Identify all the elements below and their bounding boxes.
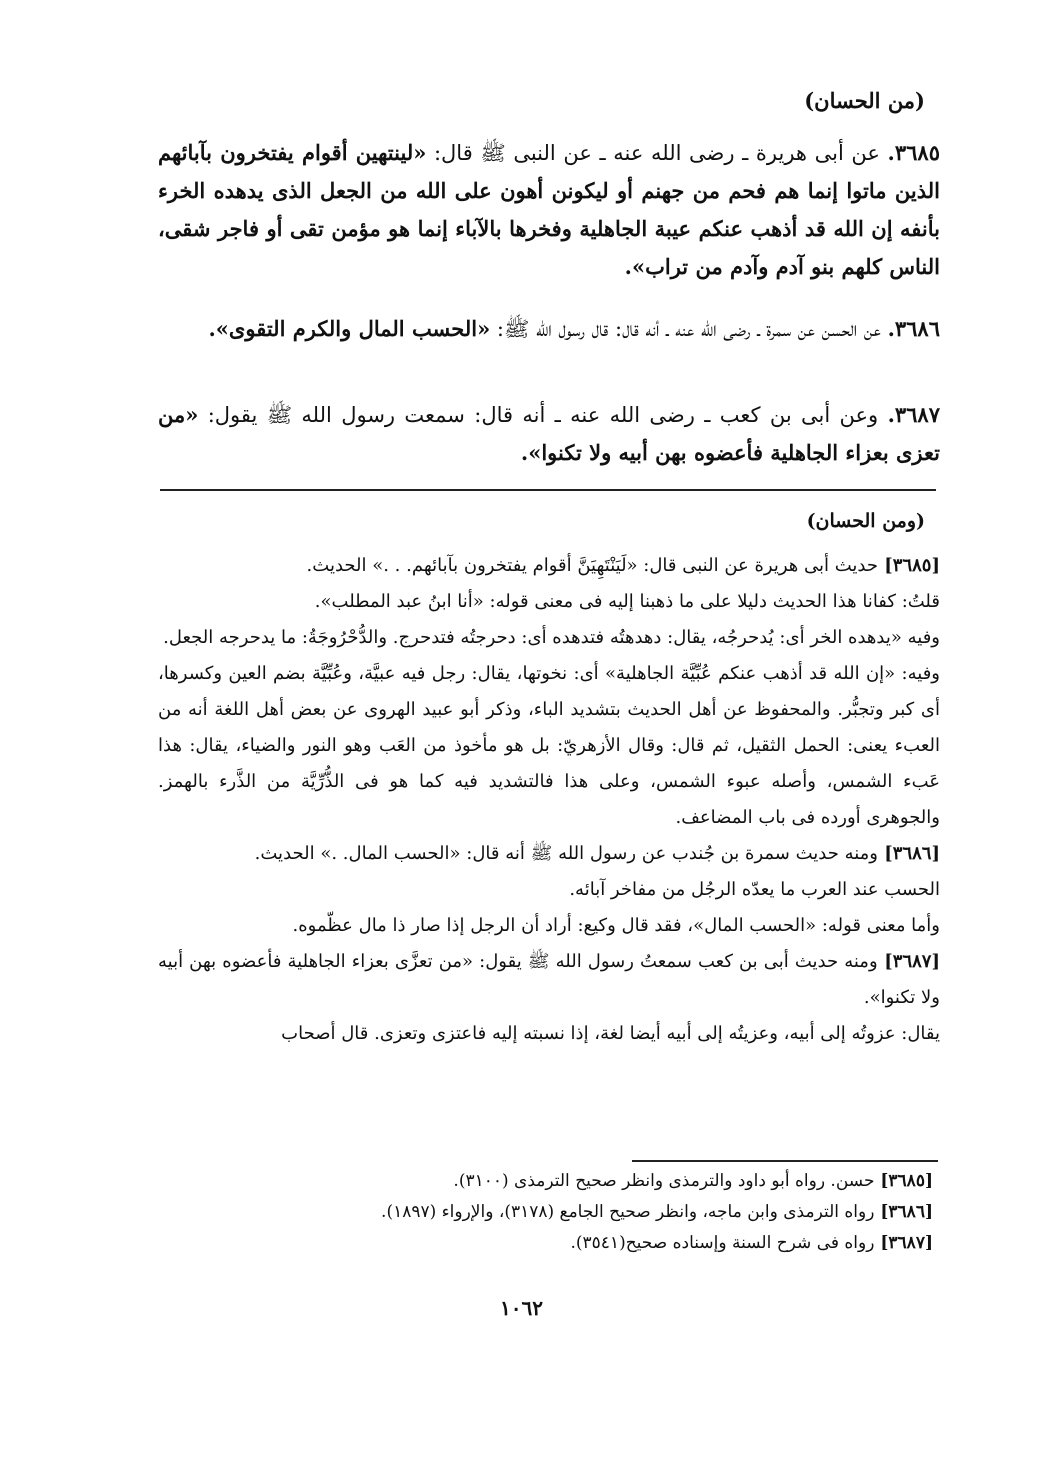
hadith-3687	[158, 396, 940, 472]
commentary	[158, 548, 940, 1052]
hadith-matn: «الحسب المال والكرم التقوى».	[208, 316, 491, 341]
footnote: [٣٦٨٥] حسن. رواه أبو داود والترمذى وانظر صحيح الترمذى (٣١٠٠).	[453, 1171, 933, 1191]
hadith-number: ٣٦٨٦.	[887, 316, 940, 341]
section-heading: (من الحسان)	[804, 88, 925, 113]
hadith-number: ٣٦٨٧.	[887, 402, 940, 427]
footnote-divider	[632, 1160, 938, 1162]
footnote: [٣٦٨٦] رواه الترمذى وابن ماجه، وانظر صحيح الجامع (٣١٧٨)، والإرواء (١٨٩٧).	[381, 1202, 933, 1222]
commentary-heading: (ومن الحسان)	[806, 510, 925, 532]
hadith-number: ٣٦٨٥.	[887, 140, 940, 165]
hadith-isnad: وعن أبى بن كعب ـ رضى الله عنه ـ أنه قال: سمعت رسول الله ﷺ يقول:	[198, 403, 888, 427]
page-number: ١٠٦٢	[500, 1296, 543, 1320]
commentary-paragraph: [٣٦٨٦] ومنه حديث سمرة بن جُندب عن رسول الله ﷺ أنه قال: «الحسب المال. .» الحديث.	[254, 843, 940, 864]
commentary-paragraph: وفيه: «إن الله قد أذهب عنكم عُبِّيَّة الجاهلية» أى: نخوتها، يقال: رجل فيه عبيَّة، وعُبِّيَّة بضم العين وكسرها، أى كبر وتجبُّر. والمحفوظ عن أهل الحديث بتشديد الباء، وذكر أبو عبيد الهروى عن بعض أهل اللغة أنه من العبء يعنى: الحمل الثقيل، ثم قال: وقال الأزهريّ: بل هو مأخوذ من العَب وهو النور والضياء، يقال: هذا عَبء الشمس، وأصله عبوء الشمس، وعلى هذا فالتشديد فيه كما هو فى الذُّرِّيَّة من الذَّرء بالهمز. والجوهرى أورده فى باب المضاعف.	[158, 663, 941, 828]
hadith-matn: «لينتهين أقوام يفتخرون بآبائهم الذين ماتوا إنما هم فحم من جهنم أو ليكونن أهون على الله من الجعل الذى يدهده الخرء بأنفه إن الله قد أذهب عنكم عيبة الجاهلية وفخرها بالآباء إنما هو مؤمن تقى أو فاجر شقى، الناس كلهم بنو آدم وآدم من تراب».	[158, 140, 940, 279]
hadith-isnad: عن الحسن عن سمرة ـ رضى الله عنه ـ أنه قال: قال رسول الله ﷺ:	[490, 317, 888, 341]
commentary-paragraph: قلتُ: كفانا هذا الحديث دليلا على ما ذهبنا إليه فى معنى قوله: «أنا ابنُ عبد المطلب».	[314, 591, 940, 612]
footnote: [٣٦٨٧] رواه فى شرح السنة وإسناده صحيح(٣٥٤١).	[570, 1233, 933, 1253]
hadith-matn: «من تعزى بعزاء الجاهلية فأعضوه بهن أبيه ولا تكنوا».	[158, 402, 940, 465]
footnotes	[233, 1166, 933, 1259]
commentary-paragraph: يقال: عزوتُه إلى أبيه، وعزيتُه إلى أبيه أيضا لغة، إذا نسبته إليه فاعتزى وتعزى. قال أصحاب	[281, 1023, 940, 1044]
commentary-paragraph: [٣٦٨٥] حديث أبى هريرة عن النبى قال: «لَيَنْتَهِيَنَّ أقوام يفتخرون بآبائهم. . .» الحديث.	[306, 555, 940, 576]
hadith-3686	[158, 310, 940, 348]
commentary-paragraph: وأما معنى قوله: «الحسب المال»، فقد قال وكيع: أراد أن الرجل إذا صار ذا مال عظّموه.	[292, 915, 940, 936]
commentary-paragraph: الحسب عند العرب ما يعدّه الرجُل من مفاخر آبائه.	[569, 879, 940, 900]
hadith-isnad: عن أبى هريرة ـ رضى الله عنه ـ عن النبى ﷺ قال:	[426, 141, 888, 165]
commentary-paragraph: وفيه «يدهده الخر أى: يُدحرجُه، يقال: دهدهتُه فتدهده أى: دحرجتُه فتدحرج. والدُّحْرُوجَةُ: ما يدحرجه الجعل.	[163, 627, 940, 648]
section-divider	[160, 489, 936, 491]
commentary-paragraph: [٣٦٨٧] ومنه حديث أبى بن كعب سمعتُ رسول الله ﷺ يقول: «من تعزَّى بعزاء الجاهلية فأعضوه بهن أبيه ولا تكنوا».	[158, 951, 940, 1008]
hadith-3685	[158, 134, 940, 286]
